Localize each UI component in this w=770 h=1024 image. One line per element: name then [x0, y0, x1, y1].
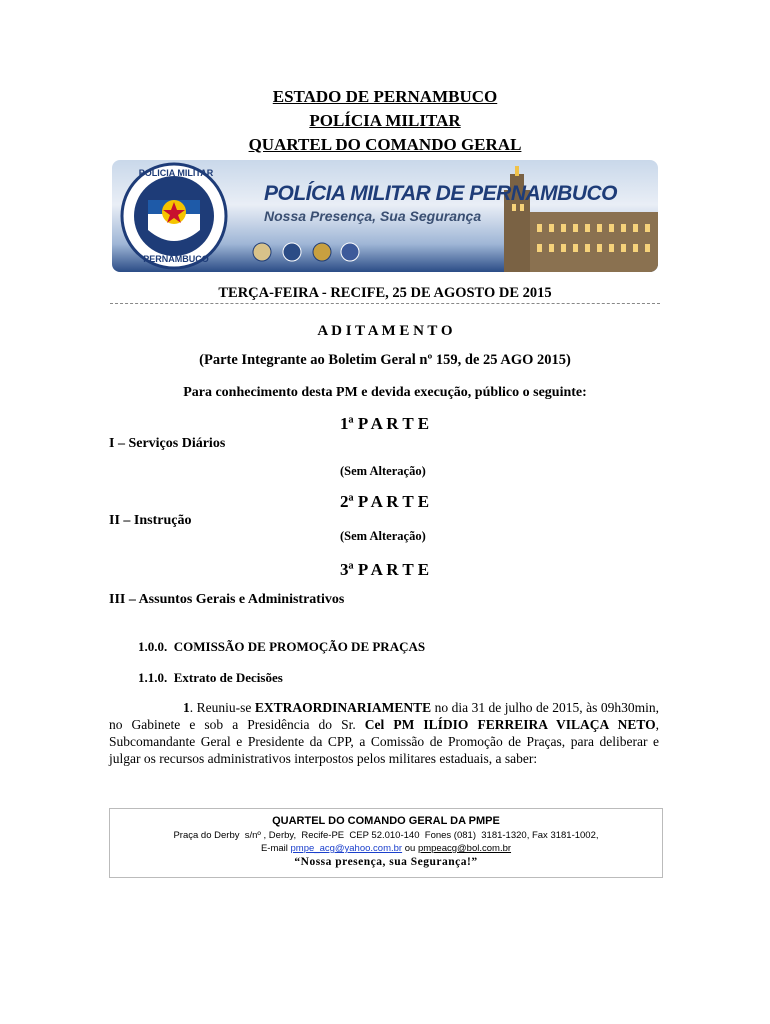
- pm-seal-icon: [122, 164, 226, 268]
- parte3-section: III – Assuntos Gerais e Administrativos: [109, 592, 345, 607]
- email-link-bol[interactable]: pmpeacg@bol.com.br: [417, 843, 512, 854]
- item-100: 1.0.0. COMISSÃO DE PROMOÇÃO DE PRAÇAS: [138, 639, 426, 654]
- parte1-note: (Sem Alteração): [340, 464, 426, 478]
- parte2-section: II – Instrução: [109, 513, 192, 528]
- footer-title: QUARTEL DO COMANDO GERAL DA PMPE: [272, 815, 500, 827]
- banner-title: POLÍCIA MILITAR DE PERNAMBUCO: [264, 182, 617, 205]
- paragraph-number: 1: [183, 700, 190, 715]
- seal-bottom-text: PERNAMBUCO: [143, 254, 209, 264]
- email-link-yahoo[interactable]: pmpe_acg@yahoo.com.br: [290, 843, 403, 854]
- header-quartel: QUARTEL DO COMANDO GERAL: [248, 135, 522, 154]
- header-police: POLÍCIA MILITAR: [309, 111, 461, 130]
- item-110: 1.1.0. Extrato de Decisões: [138, 670, 283, 685]
- seal-top-text: POLICIA MILITAR: [138, 168, 214, 178]
- footer-email-line: E-mail pmpe_acg@yahoo.com.br ou pmpeacg@bol.com.br: [260, 843, 512, 854]
- conhecimento-line: Para conhecimento desta PM e devida execução, público o seguinte:: [183, 385, 587, 400]
- parte2-note: (Sem Alteração): [340, 529, 426, 543]
- parte3-title: 3ª P A R T E: [340, 560, 430, 579]
- decision-paragraph: 1. Reuniu-se EXTRAORDINARIAMENTE no dia 31 de julho de 2015, às 09h30min, no Gabinete e sob a Presidência do Sr. Cel PM ILÍDIO FERREIRA VILAÇA NETO, Subcomandante Geral e Presidente da CPP, a Comissão de Promoção de Praças, para deliberar e julgar os recursos administrativos interpostos pelos militares estaduais, a saber:: [109, 700, 659, 766]
- officer-name: Cel PM ILÍDIO FERREIRA VILAÇA NETO: [364, 717, 656, 732]
- footer-motto: “Nossa presença, sua Segurança!”: [294, 856, 478, 868]
- unit-emblems-icon: [253, 243, 359, 261]
- header-state: ESTADO DE PERNAMBUCO: [272, 87, 498, 106]
- footer-address: Praça do Derby s/nº , Derby, Recife-PE CEP 52.010-140 Fones (081) 3181-1320, Fax 3181-1002,: [173, 830, 599, 841]
- pm-banner: [112, 160, 658, 272]
- aditamento-title: A D I T A M E N T O: [317, 323, 453, 339]
- parte1-title: 1ª P A R T E: [340, 414, 430, 433]
- footer-box: [109, 808, 663, 878]
- parte1-section: I – Serviços Diários: [109, 436, 226, 451]
- parte2-title: 2ª P A R T E: [340, 492, 430, 511]
- dashed-separator: [110, 303, 660, 304]
- banner-subtitle: Nossa Presença, Sua Segurança: [264, 208, 482, 224]
- integrante-line: (Parte Integrante ao Boletim Geral nº 159, de 25 AGO 2015): [199, 352, 571, 368]
- paragraph-emphasis: EXTRAORDINARIAMENTE: [254, 700, 432, 715]
- dateline: TERÇA-FEIRA - RECIFE, 25 DE AGOSTO DE 2015: [218, 285, 552, 301]
